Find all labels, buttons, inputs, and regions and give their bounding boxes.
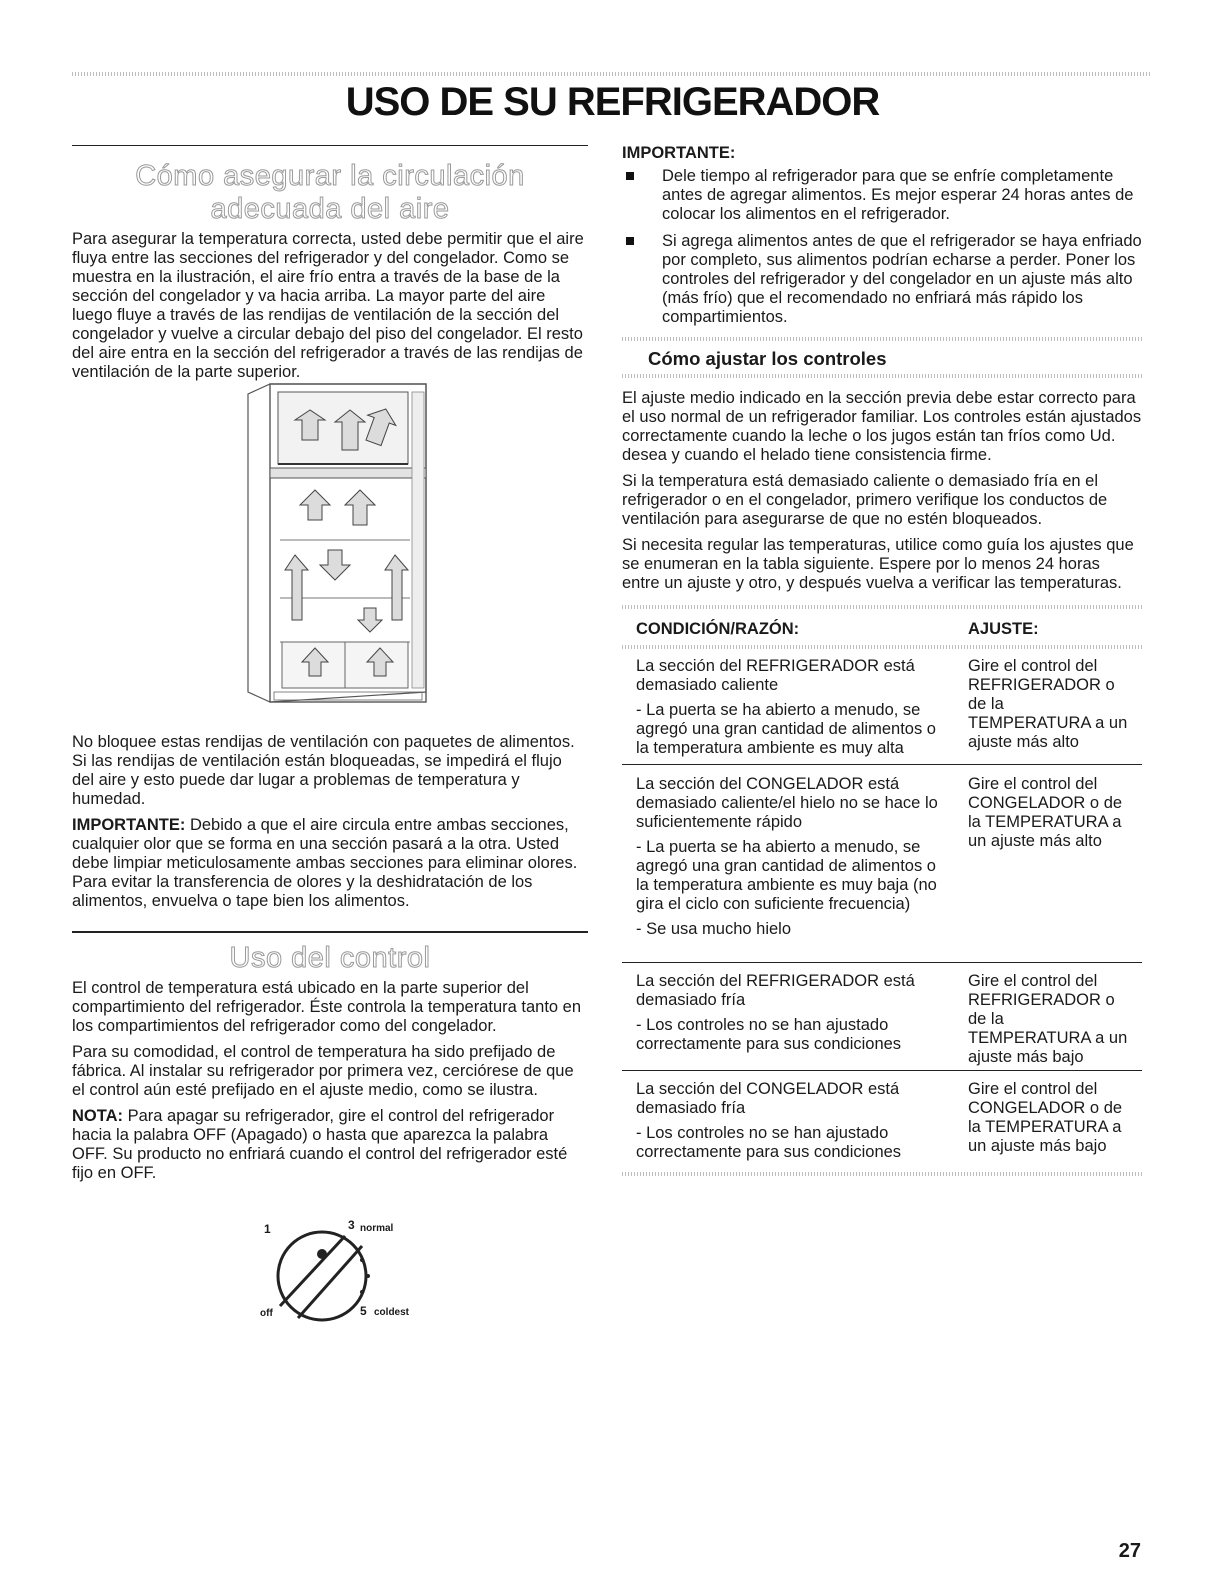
bullet-square-icon xyxy=(626,237,634,245)
refrigerator-airflow-illustration xyxy=(240,380,430,720)
table-row-rule-1 xyxy=(622,764,1142,765)
dial-label-normal: normal xyxy=(360,1223,394,1234)
adjust-paragraph-2: Si la temperatura está demasiado caliente o demasiado fría en el refrigerador o en el congelador, primero verifique los conductos de ventilación para asegurarse de que no estén bloqueados. xyxy=(622,472,1108,528)
table-row-2-condition xyxy=(636,775,946,945)
note-label: NOTA: xyxy=(72,1107,124,1125)
right-hatch-rule-1 xyxy=(622,337,1142,341)
temperature-dial-illustration xyxy=(250,1218,440,1328)
page-title: USO DE SU REFRIGERADOR xyxy=(345,80,880,124)
block-vents-section xyxy=(72,733,588,918)
air-heading-line1: Cómo asegurar la circulación xyxy=(135,160,525,192)
adjust-controls-heading: Cómo ajustar los controles xyxy=(648,348,887,369)
odor-important-label: IMPORTANTE: xyxy=(72,816,186,834)
table-row-rule-3 xyxy=(622,1070,1142,1071)
row-2-condition-ice: - Se usa mucho hielo xyxy=(636,920,792,938)
table-row-1-adjust: Gire el control del REFRIGERADOR o de la TEMPERATURA a un ajuste más alto xyxy=(968,657,1128,751)
table-row-3-condition xyxy=(636,972,946,1060)
dial-label-off: off xyxy=(260,1308,273,1319)
table-row-1-condition xyxy=(636,657,946,764)
right-hatch-rule-2 xyxy=(622,374,1142,378)
row-1-condition-reason: - La puerta se ha abierto a menudo, se agregó una gran cantidad de alimentos o la temperatura ambiente es muy alta xyxy=(636,701,936,757)
important-bullet-1-text: Dele tiempo al refrigerador para que se enfríe completamente antes de agregar alimentos. Es mejor esperar 24 horas antes de colocar los alimentos en el refrigerador. xyxy=(662,167,1134,223)
control-use-section xyxy=(72,942,588,1190)
important-bullet-2-text: Si agrega alimentos antes de que el refrigerador se haya enfriado por completo, sus alimentos podrían echarse a perder. Poner los controles del refrigerador y del congelador en un ajuste más alto (más frío) que el recomendado no enfriará más rápido los compartimientos. xyxy=(662,232,1142,326)
page-number: 27 xyxy=(1118,1540,1141,1562)
table-row-4-condition xyxy=(636,1080,946,1168)
top-hatch-rule xyxy=(72,72,1150,76)
note-paragraph xyxy=(72,1107,588,1183)
dial-label-coldest: coldest xyxy=(374,1307,410,1318)
row-4-condition-main: La sección del CONGELADOR está demasiado fría xyxy=(636,1080,900,1117)
important-heading: IMPORTANTE: xyxy=(622,144,736,162)
table-row-rule-2 xyxy=(622,962,1142,963)
odor-important-text: Debido a que el aire circula entre ambas secciones, cualquier olor que se forma en una sección pasará a la otra. Usted debe limpiar meticulosamente ambas secciones para eliminar olores. Para evitar la transferencia de olores y la deshidratación de los alimentos, envuelva o tape bien los alimentos. xyxy=(72,816,578,910)
dial-svg xyxy=(250,1218,440,1328)
adjust-controls-section xyxy=(622,389,1142,600)
important-bullet-1 xyxy=(622,167,1142,224)
block-vents-paragraph: No bloquee estas rendijas de ventilación con paquetes de alimentos. Si las rendijas de ventilación están bloqueadas, se impedirá el flujo del aire y esto puede dar lugar a problemas de temperatura y humedad. xyxy=(72,733,575,808)
fridge-diagram-svg xyxy=(240,380,430,720)
table-header-adjust: AJUSTE: xyxy=(968,620,1039,638)
dial-label-5: 5 xyxy=(360,1304,367,1318)
row-3-condition-reason: - Los controles no se han ajustado correctamente para sus condiciones xyxy=(636,1016,902,1053)
table-row-2-adjust: Gire el control del CONGELADOR o de la TEMPERATURA a un ajuste más alto xyxy=(968,775,1123,850)
air-circulation-section xyxy=(72,160,588,389)
air-circulation-heading xyxy=(72,160,588,226)
left-section-rule-1 xyxy=(72,145,588,146)
air-heading-line2: adecuada del aire xyxy=(210,193,450,225)
odor-important-paragraph xyxy=(72,816,588,911)
row-3-condition-main: La sección del REFRIGERADOR está demasiado fría xyxy=(636,972,915,1009)
air-paragraph: Para asegurar la temperatura correcta, usted debe permitir que el aire fluya entre las secciones del refrigerador y del congelador. Como se muestra en la ilustración, el aire frío entra a través de la base de la sección del congelador y va hacia arriba. La mayor parte del aire luego fluye a través de las rendijas de ventilación de la sección del congelador y vuelve a circular debajo del piso del congelador. El resto del aire entra en la sección del refrigerador a través de las rendijas de ventilación de la parte superior. xyxy=(72,230,584,381)
row-2-condition-reason: - La puerta se ha abierto a menudo, se agregó una gran cantidad de alimentos o la temperatura ambiente es muy baja (no gira el ciclo con suficiente frecuencia) xyxy=(636,838,937,913)
row-1-condition-main: La sección del REFRIGERADOR está demasiado caliente xyxy=(636,657,915,694)
left-section-rule-2 xyxy=(72,931,588,933)
table-header-condition: CONDICIÓN/RAZÓN: xyxy=(636,620,800,638)
table-bottom-hatch xyxy=(622,1172,1142,1176)
adjust-paragraph-3: Si necesita regular las temperaturas, utilice como guía los ajustes que se enumeran en la tabla siguiente. Espere por lo menos 24 horas entre un ajuste y otro, y después vuelva a verificar las temperaturas. xyxy=(622,536,1134,592)
control-paragraph-2: Para su comodidad, el control de temperatura ha sido prefijado de fábrica. Al instalar su refrigerador por primera vez, cerciórese de que el control aún esté prefijado en el ajuste medio, como se ilustra. xyxy=(72,1043,574,1099)
control-paragraph-1: El control de temperatura está ubicado en la parte superior del compartimiento del refrigerador. Éste controla la temperatura tanto en los compartimientos del refrigerador como del congelador. xyxy=(72,979,582,1035)
table-header-hatch xyxy=(622,645,1142,649)
important-bullet-list xyxy=(622,167,1142,327)
dial-label-1: 1 xyxy=(264,1222,271,1236)
note-text: Para apagar su refrigerador, gire el control del refrigerador hacia la palabra OFF (Apagado) o hasta que aparezca la palabra OFF. Su producto no enfriará cuando el control del refrigerador esté fijo en OFF. xyxy=(72,1107,568,1182)
important-section xyxy=(622,144,1142,335)
bullet-square-icon xyxy=(626,172,634,180)
dial-label-3: 3 xyxy=(348,1218,355,1232)
table-top-hatch xyxy=(622,605,1142,609)
row-4-condition-reason: - Los controles no se han ajustado correctamente para sus condiciones xyxy=(636,1124,902,1161)
adjust-paragraph-1: El ajuste medio indicado en la sección previa debe estar correcto para el uso normal de un refrigerador familiar. Los controles están ajustados correctamente cuando la leche o los jugos están tan fríos como Ud. desea y cuando el helado tiene consistencia firme. xyxy=(622,389,1142,464)
table-row-3-adjust: Gire el control del REFRIGERADOR o de la TEMPERATURA a un ajuste más bajo xyxy=(968,972,1128,1066)
table-row-4-adjust: Gire el control del CONGELADOR o de la TEMPERATURA a un ajuste más bajo xyxy=(968,1080,1123,1155)
control-use-heading: Uso del control xyxy=(229,942,431,974)
important-bullet-2 xyxy=(622,232,1142,327)
row-2-condition-main: La sección del CONGELADOR está demasiado caliente/el hielo no se hace lo suficientemente rápido xyxy=(636,775,938,831)
